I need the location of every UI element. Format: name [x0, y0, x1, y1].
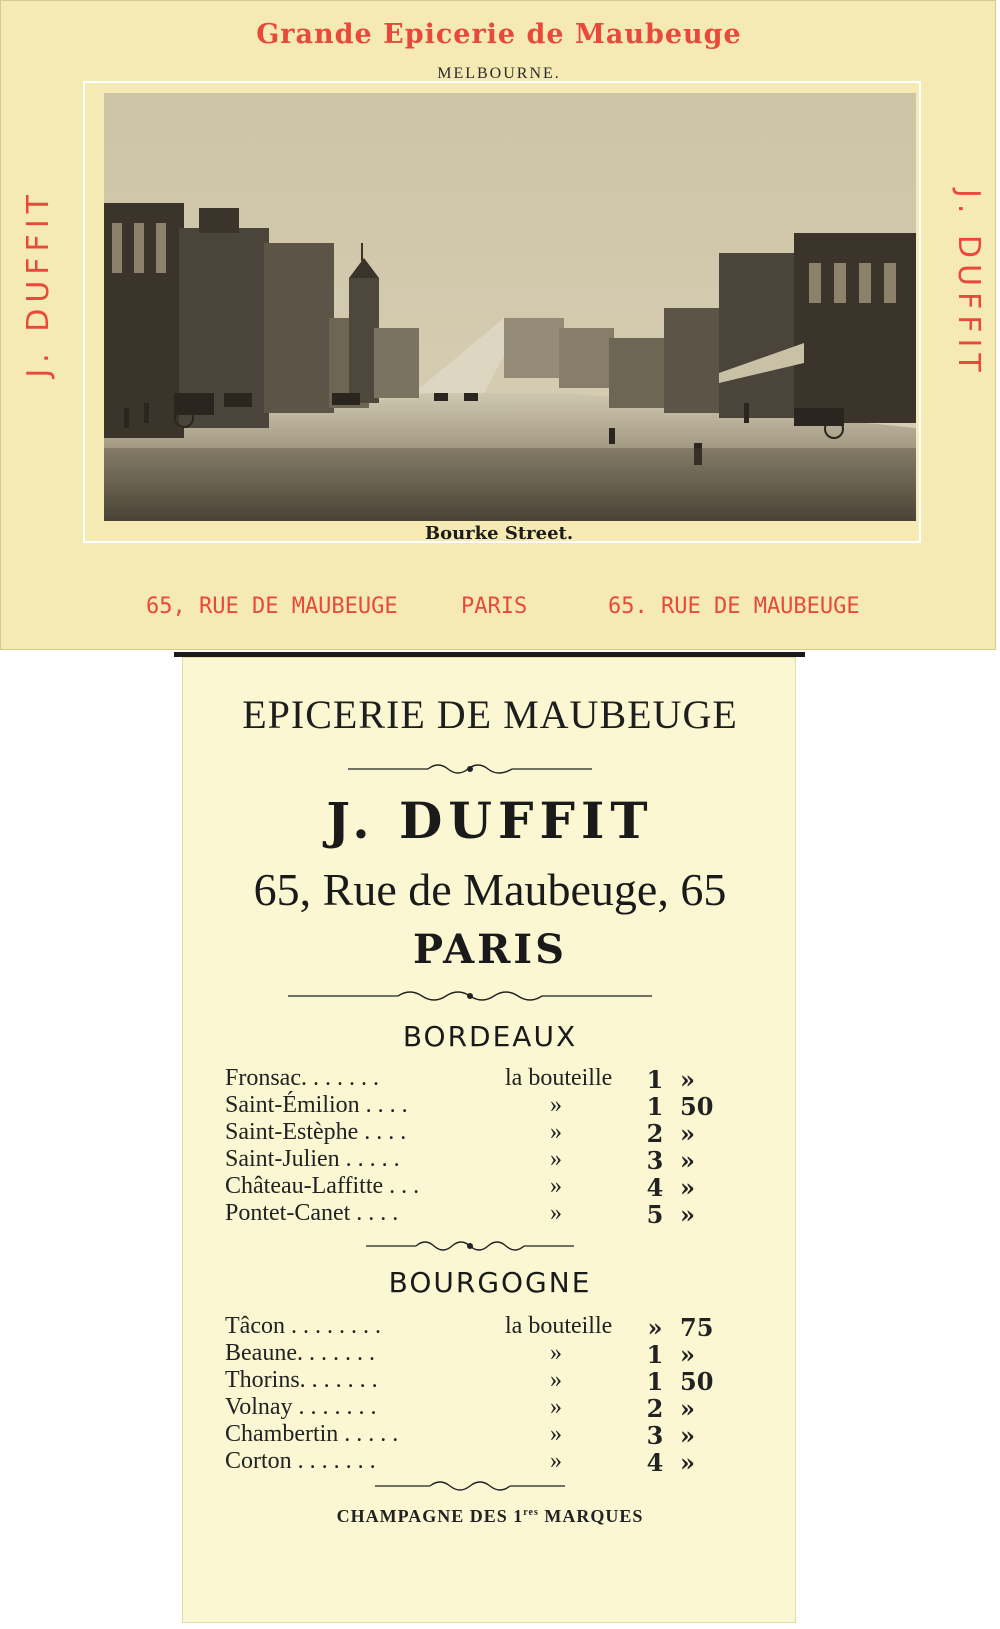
price-francs: 1 — [646, 1092, 664, 1121]
wine-name: Fronsac. . . . . . . — [225, 1065, 379, 1091]
shop-city: PARIS — [412, 926, 568, 973]
price-francs: » — [647, 1313, 663, 1342]
ornament-divider-4 — [375, 1478, 565, 1494]
wine-row — [225, 1394, 745, 1421]
wine-row — [225, 1448, 745, 1475]
back-card — [182, 657, 796, 1623]
side-label-right: J. DUFFIT — [951, 189, 986, 378]
wine-unit: » — [550, 1340, 562, 1366]
wine-unit: la bouteille — [505, 1313, 613, 1339]
price-francs: 1 — [646, 1065, 664, 1094]
front-city: MELBOURNE. — [437, 65, 561, 82]
wine-list-bourgogne — [225, 1313, 745, 1475]
wine-row — [225, 1367, 745, 1394]
image-caption: Bourke Street. — [424, 523, 574, 544]
price-centimes: » — [680, 1146, 695, 1175]
front-card — [0, 0, 996, 650]
footer-end-text: MARQUES — [538, 1506, 644, 1526]
wine-unit: » — [550, 1200, 562, 1226]
footer-main-text: CHAMPAGNE DES 1 — [336, 1506, 524, 1526]
wine-row — [225, 1200, 745, 1227]
wine-unit: » — [550, 1173, 562, 1199]
price-centimes: » — [680, 1421, 695, 1450]
wine-name: Saint-Estèphe . . . . — [225, 1119, 407, 1145]
price-centimes: » — [680, 1173, 695, 1202]
wine-row — [225, 1173, 745, 1200]
footer-superscript: res — [523, 1507, 539, 1518]
side-label-left: J. DUFFIT — [21, 189, 56, 378]
price-centimes: » — [680, 1340, 695, 1369]
price-francs: 1 — [646, 1367, 664, 1396]
wine-unit: » — [550, 1146, 562, 1172]
wine-name: Corton . . . . . . . — [225, 1448, 376, 1474]
price-centimes: » — [680, 1119, 695, 1148]
wine-name: Chambertin . . . . . — [225, 1421, 399, 1447]
wine-unit: » — [550, 1092, 562, 1118]
street-scene-image — [104, 93, 916, 521]
ornament-divider-3 — [366, 1238, 574, 1254]
wine-name: Thorins. . . . . . . — [225, 1367, 378, 1393]
price-francs: 4 — [646, 1173, 664, 1202]
wine-unit: » — [550, 1367, 562, 1393]
price-centimes: » — [680, 1394, 695, 1423]
price-centimes: » — [680, 1065, 695, 1094]
address-right: 65. RUE DE MAUBEUGE — [608, 594, 860, 619]
wine-name: Château-Laffitte . . . — [225, 1173, 420, 1199]
wine-list-bordeaux — [225, 1065, 745, 1227]
wine-unit: » — [550, 1394, 562, 1420]
ornament-divider-1 — [348, 761, 592, 777]
wine-row — [225, 1421, 745, 1448]
wine-name: Beaune. . . . . . . — [225, 1340, 375, 1366]
ornament-divider-2 — [288, 988, 652, 1004]
front-title: Grande Epicerie de Maubeuge — [256, 19, 742, 50]
price-francs: 2 — [646, 1394, 664, 1423]
price-centimes: » — [680, 1448, 695, 1477]
wine-name: Saint-Émilion . . . . — [225, 1092, 408, 1118]
wine-row — [225, 1340, 745, 1367]
address-center: PARIS — [461, 594, 528, 619]
wine-name: Tâcon . . . . . . . . — [225, 1313, 381, 1339]
wine-unit: » — [550, 1421, 562, 1447]
section-title-bourgogne: BOURGOGNE — [388, 1266, 592, 1299]
price-centimes: 75 — [680, 1313, 714, 1342]
address-left: 65, RUE DE MAUBEUGE — [146, 594, 398, 619]
wine-row — [225, 1313, 745, 1340]
price-centimes: » — [680, 1200, 695, 1229]
wine-unit: » — [550, 1448, 562, 1474]
wine-unit: » — [550, 1119, 562, 1145]
wine-row — [225, 1065, 745, 1092]
wine-unit: la bouteille — [505, 1065, 613, 1091]
price-francs: 5 — [646, 1200, 664, 1229]
price-francs: 3 — [646, 1146, 664, 1175]
wine-row — [225, 1119, 745, 1146]
price-centimes: 50 — [680, 1092, 714, 1121]
price-centimes: 50 — [680, 1367, 714, 1396]
wine-name: Pontet-Canet . . . . — [225, 1200, 399, 1226]
wine-name: Saint-Julien . . . . . — [225, 1146, 400, 1172]
section-title-bordeaux: BORDEAUX — [402, 1020, 578, 1053]
price-francs: 2 — [646, 1119, 664, 1148]
price-francs: 4 — [646, 1448, 664, 1477]
price-francs: 3 — [646, 1421, 664, 1450]
wine-row — [225, 1146, 745, 1173]
proprietor-name: J. DUFFIT — [326, 791, 654, 850]
shop-address: 65, Rue de Maubeuge, 65 — [253, 864, 727, 915]
wine-name: Volnay . . . . . . . — [225, 1394, 377, 1420]
champagne-footer — [183, 1506, 797, 1527]
street-engraving — [104, 93, 916, 521]
price-francs: 1 — [646, 1340, 664, 1369]
wine-row — [225, 1092, 745, 1119]
shop-name: EPICERIE DE MAUBEUGE — [242, 692, 738, 737]
